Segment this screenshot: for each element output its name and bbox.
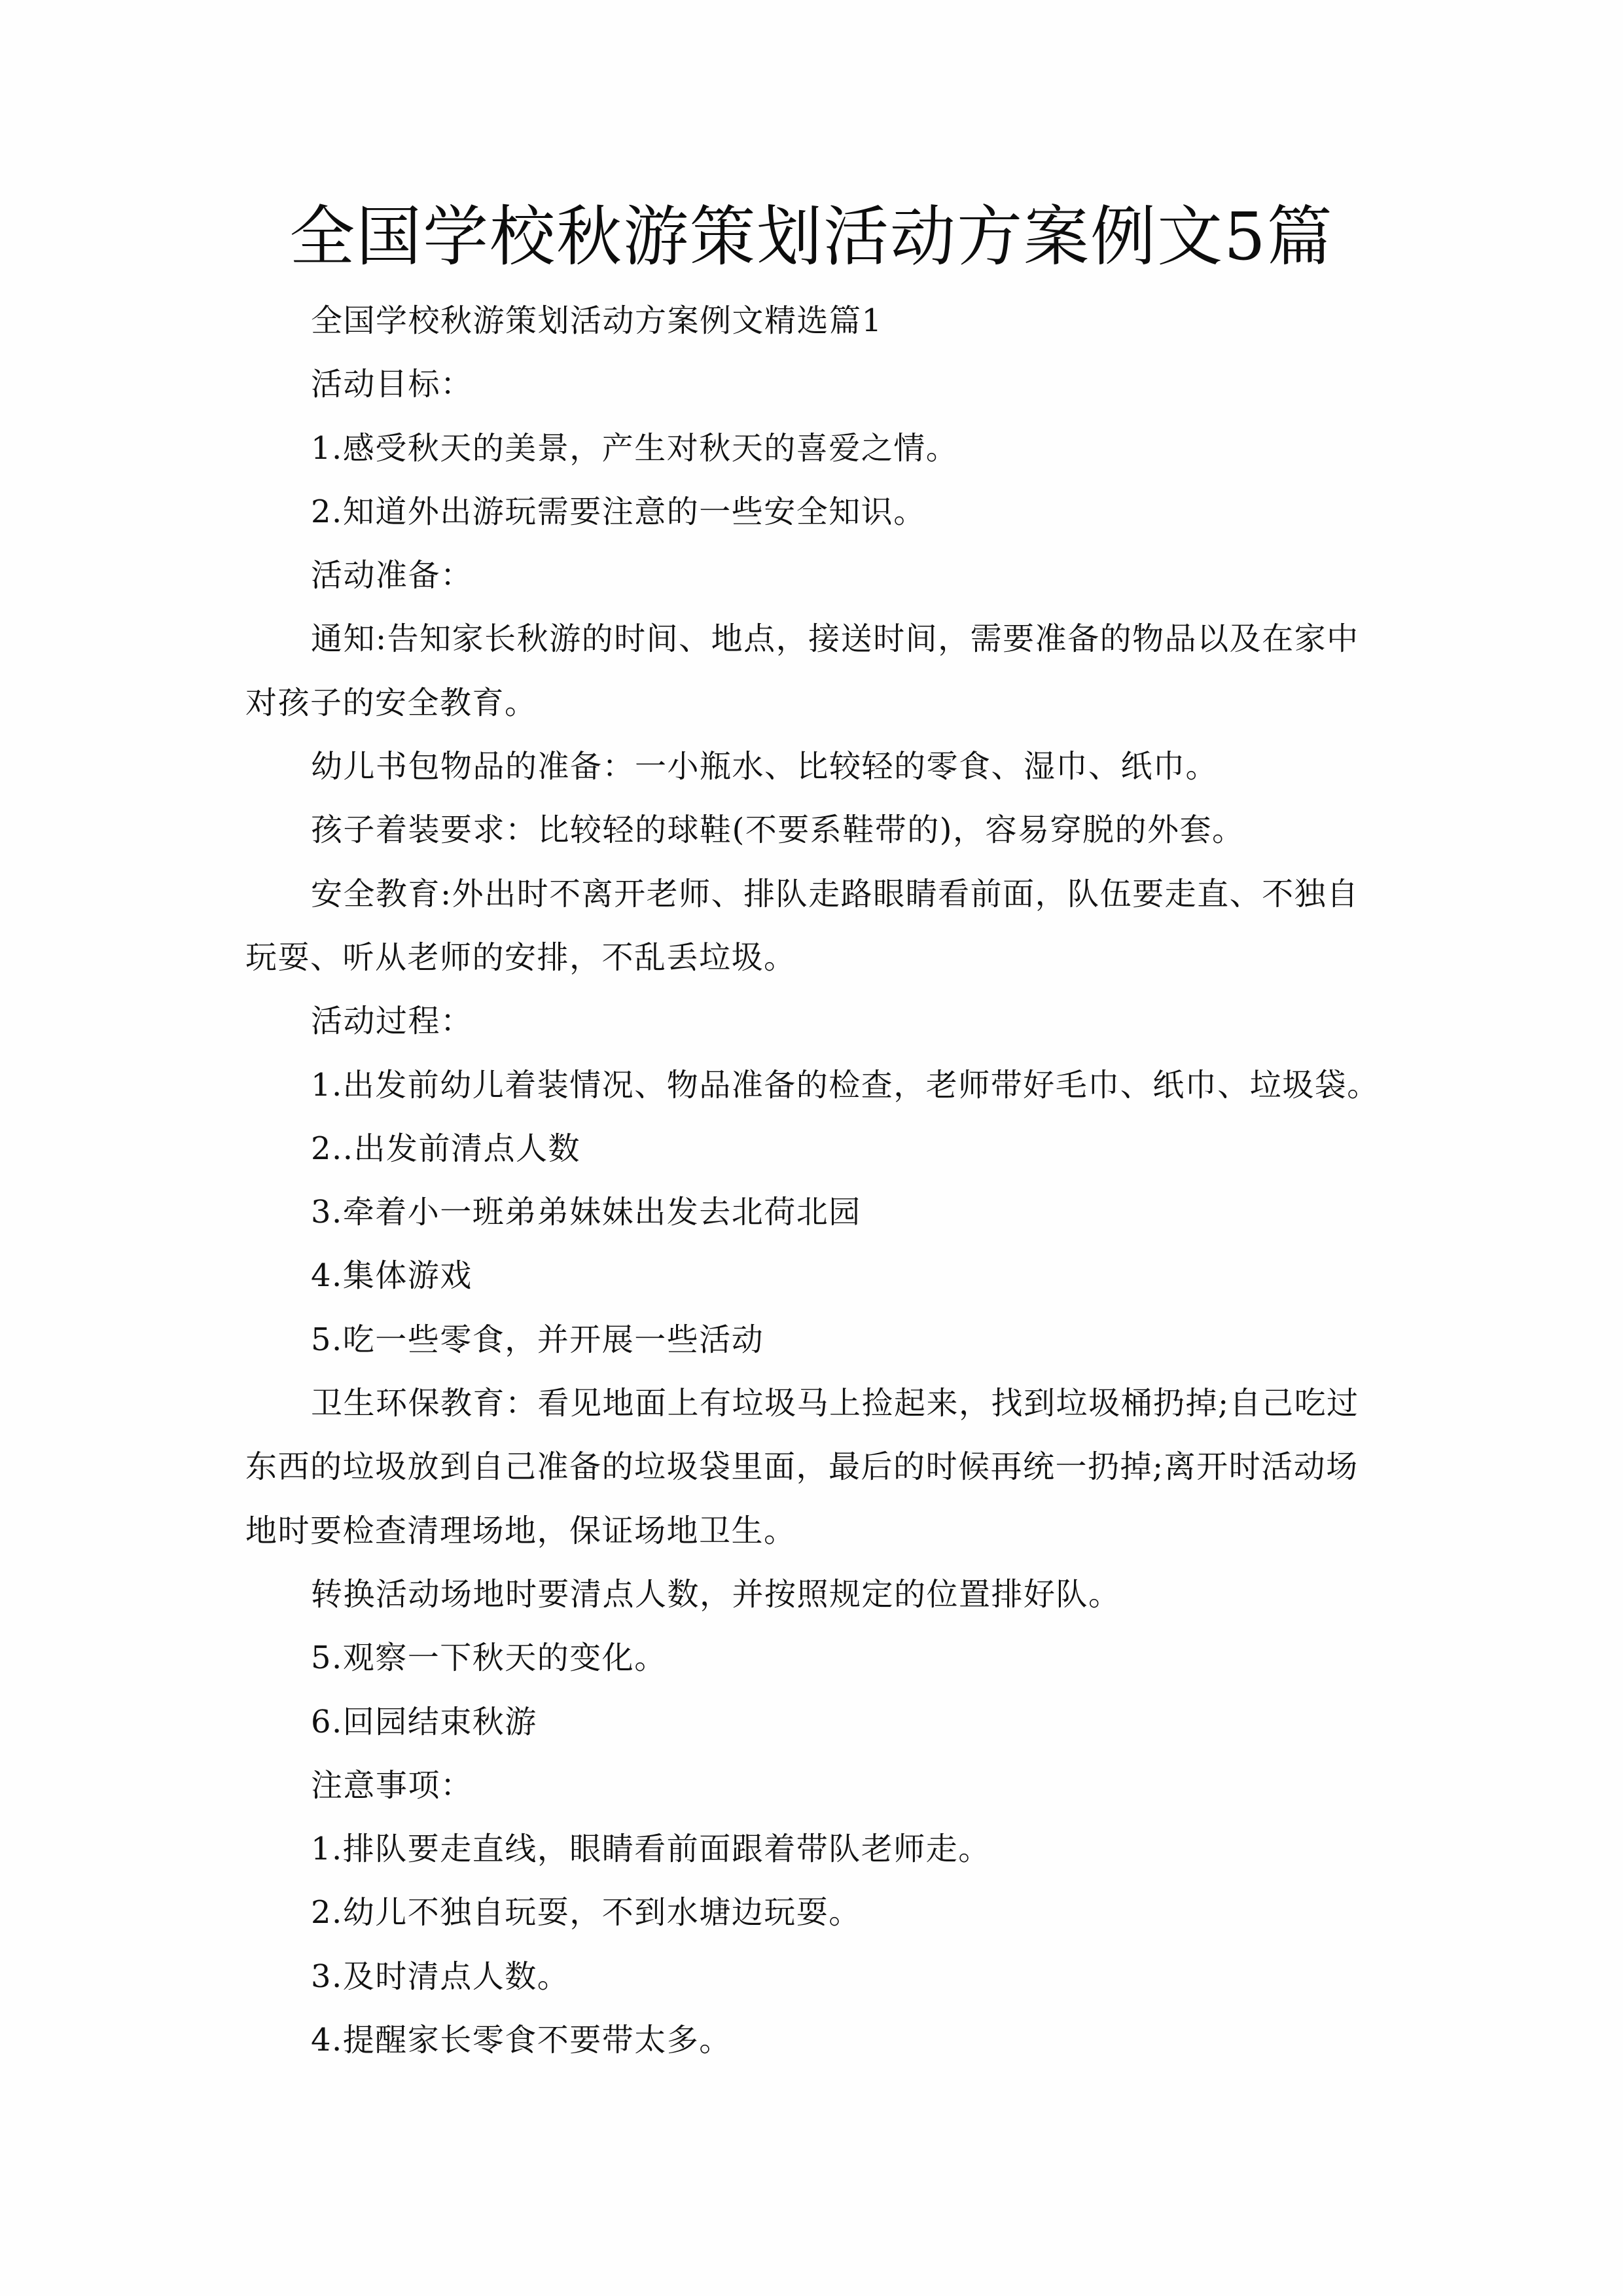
subheading-notes: 注意事项： bbox=[311, 1767, 473, 1804]
note-item: 4.提醒家长零食不要带太多。 bbox=[311, 2022, 732, 2059]
document-body bbox=[245, 289, 1387, 2072]
note-item: 3.及时清点人数。 bbox=[311, 1958, 570, 1995]
process-item: 3.牵着小一班弟弟妹妹出发去北荷北园 bbox=[311, 1194, 861, 1231]
preparation-paragraph: 通知:告知家长秋游的时间、地点，接送时间，需要准备的物品以及在家中对孩子的安全教育。 bbox=[245, 620, 1359, 721]
process-item: 1.出发前幼儿着装情况、物品准备的检查，老师带好毛巾、纸巾、垃圾袋。 bbox=[311, 1066, 1380, 1103]
subheading-preparation: 活动准备： bbox=[311, 557, 473, 594]
preparation-paragraph: 孩子着装要求：比较轻的球鞋(不要系鞋带的)，容易穿脱的外套。 bbox=[311, 812, 1245, 849]
process-item: 2..出发前清点人数 bbox=[311, 1130, 581, 1167]
goal-item: 2.知道外出游玩需要注意的一些安全知识。 bbox=[311, 493, 926, 530]
process-paragraph: 卫生环保教育：看见地面上有垃圾马上捡起来，找到垃圾桶扔掉;自己吃过东西的垃圾放到自己准备的垃圾袋里面，最后的时候再统一扔掉;离开时活动场地时要检查清理场地，保证场地卫生。 bbox=[245, 1385, 1359, 1549]
goal-item: 1.感受秋天的美景，产生对秋天的喜爱之情。 bbox=[311, 429, 959, 467]
process-item: 6.回园结束秋游 bbox=[311, 1703, 537, 1740]
process-item: 5.观察一下秋天的变化。 bbox=[311, 1640, 667, 1677]
preparation-paragraph: 安全教育:外出时不离开老师、排队走路眼睛看前面，队伍要走直、不独自玩耍、听从老师的安排，不乱丢垃圾。 bbox=[245, 875, 1359, 976]
subheading-process: 活动过程： bbox=[311, 1003, 473, 1040]
process-item: 5.吃一些零食，并开展一些活动 bbox=[311, 1321, 764, 1358]
note-item: 1.排队要走直线，眼睛看前面跟着带队老师走。 bbox=[311, 1831, 991, 1868]
document-title: 全国学校秋游策划活动方案例文5篇 bbox=[289, 198, 1334, 275]
note-item: 2.幼儿不独自玩耍，不到水塘边玩耍。 bbox=[311, 1894, 861, 1931]
process-item: 4.集体游戏 bbox=[311, 1257, 473, 1295]
preparation-paragraph: 幼儿书包物品的准备：一小瓶水、比较轻的零食、湿巾、纸巾。 bbox=[311, 748, 1219, 785]
process-paragraph: 转换活动场地时要清点人数，并按照规定的位置排好队。 bbox=[311, 1575, 1121, 1613]
subheading-goals: 活动目标： bbox=[311, 366, 473, 403]
section-heading: 全国学校秋游策划活动方案例文精选篇1 bbox=[311, 302, 883, 339]
